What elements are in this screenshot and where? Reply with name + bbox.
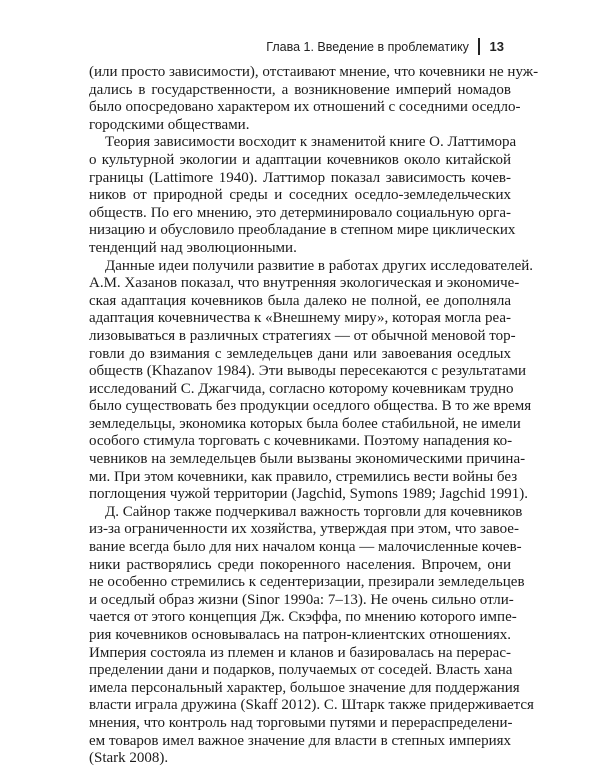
text-line: адаптация кочевничества к «Внешнему миру», которая могла реа-: [89, 310, 511, 327]
text-line: пределении дани и подарков, получаемых от соседей. Власть хана: [89, 662, 513, 679]
text-line: А.М. Хазанов показал, что внутренняя экологическая и экономиче-: [89, 275, 520, 292]
text-line: чается от этого концепция Дж. Скэффа, по мнению которого импе-: [89, 609, 517, 626]
text-line: городскими обществами.: [89, 116, 250, 133]
chapter-title: Глава 1. Введение в проблематику: [266, 39, 469, 54]
text-line: дались в государственности, а возникновение империй номадов: [89, 81, 511, 98]
text-line: имела персональный характер, большое значение для поддержания: [89, 679, 520, 696]
running-head-divider: [478, 38, 480, 55]
text-line: границы (Lattimore 1940). Латтимор показал зависимость кочев-: [89, 169, 511, 186]
text-line: мнения, что контроль над торговыми путями и перераспределени-: [89, 714, 513, 731]
text-line: обществ (Khazanov 1984). Эти выводы пересекаются с результатами: [89, 363, 527, 380]
text-line: чевников на земледельцев были вызваны экономическими причина-: [89, 451, 526, 468]
text-line: низацию и обусловило преобладание в степном мире циклических: [89, 222, 516, 239]
text-line: земледельцы, экономика которых была более стабильной, не имели: [89, 415, 521, 432]
text-line: не особенно стремились к седентеризации, презирали земледельцев: [89, 574, 525, 591]
text-line: ники растворялись среди покоренного населения. Впрочем, они: [89, 556, 511, 573]
body-text: [89, 64, 539, 768]
paragraph: [89, 134, 517, 257]
text-line: о культурной экологии и адаптации кочевников около китайской: [89, 151, 511, 168]
page-number: 13: [489, 39, 504, 54]
text-line: (или просто зависимости), отстаивают мнение, что кочевники не нуж-: [89, 64, 539, 80]
paragraph: [89, 257, 533, 504]
text-line: Данные идеи получили развитие в работах других исследователей.: [105, 257, 533, 274]
text-line: тенденций над эволюционными.: [89, 239, 297, 256]
text-line: Теория зависимости восходит к знаменитой книге О. Латтимора: [105, 134, 517, 151]
text-line: ников от природной среды и соседних оседло-земледельческих: [89, 187, 511, 204]
text-line: Империя состояла из племен и кланов и базировалась на перерас-: [89, 644, 511, 661]
text-line: вание всегда было для них началом конца — малочисленные кочев-: [89, 539, 522, 556]
paragraph: [89, 503, 534, 768]
text-line: исследований С. Джагчида, согласно которому кочевникам трудно: [89, 380, 514, 397]
text-line: ская адаптация кочевников была далеко не полной, ее дополняла: [89, 292, 511, 309]
text-line: и оседлый образ жизни (Sinor 1990a: 7–13). Не очень сильно отли-: [89, 591, 514, 608]
text-line: ми. При этом кочевники, как правило, стремились вести войны без: [89, 468, 518, 485]
text-line: лизовываться в различных стратегиях — от обычной меновой тор-: [89, 327, 516, 344]
text-line: власти играла дружина (Skaff 2012). С. Штарк также придерживается: [89, 697, 534, 714]
text-line: особого стимула торговать с кочевниками. Поэтому нападения ко-: [89, 433, 513, 450]
text-line: говли до взимания с земледельцев дани или завоевания оседлых: [89, 345, 511, 362]
text-line: рия кочевников основывалась на патрон-клиентских отношениях.: [89, 627, 511, 643]
text-line: (Stark 2008).: [89, 750, 169, 767]
text-line: было существовать без продукции оседлого общества. В то же время: [89, 398, 532, 415]
paragraph: [89, 64, 539, 134]
text-line: ем товаров имел важное значение для власти в степных империях: [89, 732, 511, 749]
text-line: Д. Сайнор также подчеркивал важность торговли для кочевников: [105, 503, 523, 520]
text-line: из-за ограниченности их хозяйства, утверждая при этом, что завое-: [89, 521, 519, 538]
text-line: обществ. По его мнению, это детерминировало социальную орга-: [89, 204, 511, 221]
text-line: было опосредовано характером их отношений с соседними оседло-: [89, 99, 521, 116]
running-head: [266, 38, 504, 55]
text-line: поглощения чужой территории (Jagchid, Symons 1989; Jagchid 1991).: [89, 486, 528, 503]
